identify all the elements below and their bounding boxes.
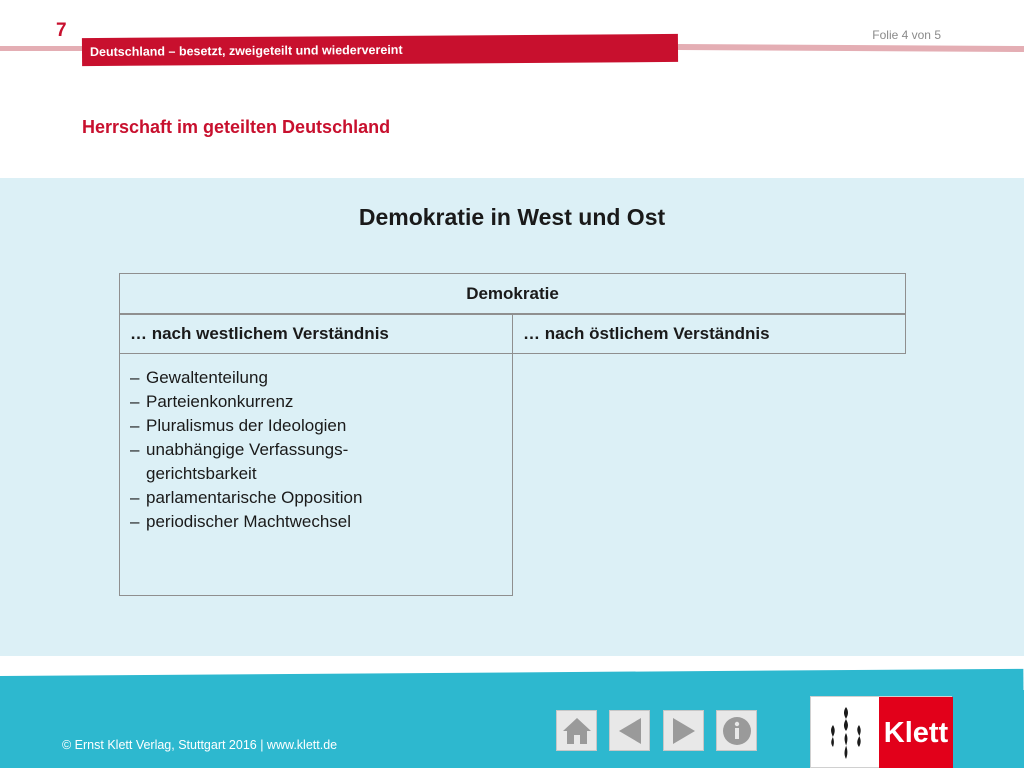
list-item: – unabhängige Verfassungs- [130, 438, 504, 462]
copyright-text: © Ernst Klett Verlag, Stuttgart 2016 | www.klett.de [62, 738, 338, 752]
klett-emblem-icon [819, 703, 873, 763]
slide-heading: Demokratie in West und Ost [358, 204, 666, 230]
klett-wordmark: Klett [883, 716, 949, 749]
content-panel [0, 178, 1024, 656]
east-column-body [512, 353, 513, 596]
east-column-header [512, 314, 906, 354]
list-item: – periodischer Machtwechsel [130, 510, 504, 534]
info-button[interactable] [716, 710, 757, 751]
klett-logo [810, 696, 952, 768]
west-column-header [119, 314, 513, 354]
table-header-label: Demokratie [466, 283, 559, 303]
section-title: Herrschaft im geteilten Deutschland [82, 117, 391, 137]
home-icon [561, 716, 593, 746]
chapter-title-band [82, 34, 678, 66]
list-item-continuation: gerichtsbarkeit [146, 464, 257, 483]
info-icon [721, 715, 753, 747]
arrow-left-icon [615, 716, 645, 746]
list-item: – Parteienkonkurrenz [130, 390, 504, 414]
list-item: – Gewaltenteilung [130, 366, 504, 390]
klett-wordmark-box [879, 697, 953, 768]
list-item: – parlamentarische Opposition [130, 486, 504, 510]
chapter-title: Deutschland – besetzt, zweigeteilt und wiedervereint [89, 42, 403, 60]
next-slide-button[interactable] [663, 710, 704, 751]
previous-slide-button[interactable] [609, 710, 650, 751]
east-column-label: … nach östlichem Verständnis [523, 324, 770, 343]
west-column-label: … nach westlichem Verständnis [130, 324, 389, 343]
header-rule-left [0, 46, 84, 51]
chapter-number: 7 [56, 20, 67, 41]
west-column-body [119, 353, 513, 596]
list-item: – Pluralismus der Ideologien [130, 414, 504, 438]
home-button[interactable] [556, 710, 597, 751]
arrow-right-icon [669, 716, 699, 746]
slide-counter: Folie 4 von 5 [872, 28, 941, 42]
table-header-cell [119, 273, 906, 314]
west-feature-list [130, 366, 504, 534]
header-rule-right [678, 44, 1024, 52]
